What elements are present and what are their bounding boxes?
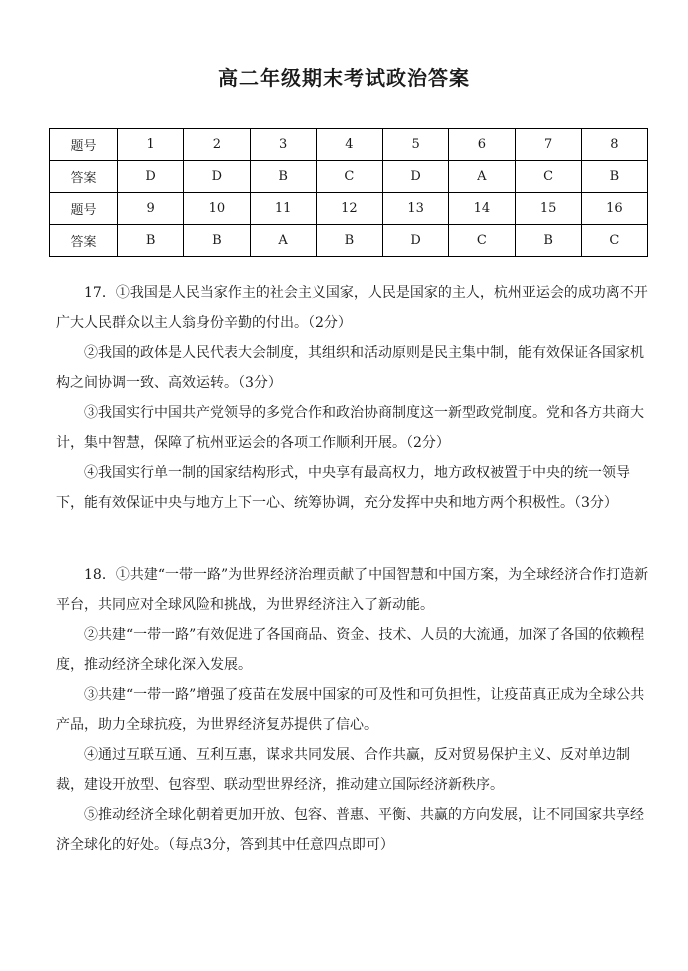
row-header-cell: 题号 [50, 193, 118, 225]
table-cell: D [383, 161, 449, 193]
table-cell: B [515, 225, 581, 257]
table-cell: 10 [184, 193, 250, 225]
table-cell: A [250, 225, 316, 257]
table-cell: A [449, 161, 515, 193]
table-cell: 9 [118, 193, 184, 225]
q18-point-2: ②共建“一带一路”有效促进了各国商品、资金、技术、人员的大流通，加深了各国的依赖程度，推动经济全球化深入发展。 [56, 627, 645, 673]
table-cell: 1 [118, 129, 184, 161]
table-cell: 8 [581, 129, 647, 161]
table-row [50, 161, 648, 193]
table-cell: B [250, 161, 316, 193]
table-cell: C [515, 161, 581, 193]
q18-point-1: 18．①共建“一带一路”为世界经济治理贡献了中国智慧和中国方案，为全球经济合作打造新平台，共同应对全球风险和挑战，为世界经济注入了新动能。 [56, 567, 649, 613]
row-header-cell: 题号 [50, 129, 118, 161]
table-cell: B [316, 225, 382, 257]
table-cell: 5 [383, 129, 449, 161]
q17-point-1: 17．①我国是人民当家作主的社会主义国家，人民是国家的主人，杭州亚运会的成功离不开广大人民群众以主人翁身份辛勤的付出。（2分） [56, 285, 648, 331]
q18-point-4: ④通过互联互通、互利互惠，谋求共同发展、合作共赢，反对贸易保护主义、反对单边制裁，建设开放型、包容型、联动型世界经济，推动建立国际经济新秩序。 [56, 747, 630, 793]
q18-point-5: ⑤推动经济全球化朝着更加开放、包容、普惠、平衡、共赢的方向发展，让不同国家共享经济全球化的好处。（每点3分，答到其中任意四点即可） [56, 807, 644, 853]
table-cell: D [383, 225, 449, 257]
table-cell: 16 [581, 193, 647, 225]
table-cell: 15 [515, 193, 581, 225]
table-cell: B [581, 161, 647, 193]
answer-table [49, 128, 648, 257]
table-cell: 2 [184, 129, 250, 161]
table-cell: C [449, 225, 515, 257]
table-cell: B [118, 225, 184, 257]
page-title: 高二年级期末考试政治答案 [218, 66, 470, 90]
q17-point-3: ③我国实行中国共产党领导的多党合作和政治协商制度这一新型政党制度。党和各方共商大计，集中智慧，保障了杭州亚运会的各项工作顺利开展。（2分） [56, 405, 644, 451]
table-cell: B [184, 225, 250, 257]
table-cell: C [581, 225, 647, 257]
table-row [50, 193, 648, 225]
table-cell: 4 [316, 129, 382, 161]
table-cell: 14 [449, 193, 515, 225]
q18-point-3: ③共建“一带一路”增强了疫苗在发展中国家的可及性和可负担性，让疫苗真正成为全球公共产品，助力全球抗疫，为世界经济复苏提供了信心。 [56, 687, 645, 733]
table-cell: 13 [383, 193, 449, 225]
table-cell: D [184, 161, 250, 193]
table-cell: 3 [250, 129, 316, 161]
table-cell: C [316, 161, 382, 193]
row-header-cell: 答案 [50, 225, 118, 257]
question-18-answer [56, 560, 656, 860]
table-cell: 11 [250, 193, 316, 225]
table-cell: 12 [316, 193, 382, 225]
table-cell: 6 [449, 129, 515, 161]
question-17-answer [56, 278, 656, 518]
row-header-cell: 答案 [50, 161, 118, 193]
table-row [50, 225, 648, 257]
table-cell: 7 [515, 129, 581, 161]
q17-point-2: ②我国的政体是人民代表大会制度，其组织和活动原则是民主集中制，能有效保证各国家机构之间协调一致、高效运转。（3分） [56, 345, 644, 391]
table-row [50, 129, 648, 161]
q17-point-4: ④我国实行单一制的国家结构形式，中央享有最高权力，地方政权被置于中央的统一领导下，能有效保证中央与地方上下一心、统筹协调，充分发挥中央和地方两个积极性。（3分） [56, 465, 630, 511]
table-cell: D [118, 161, 184, 193]
